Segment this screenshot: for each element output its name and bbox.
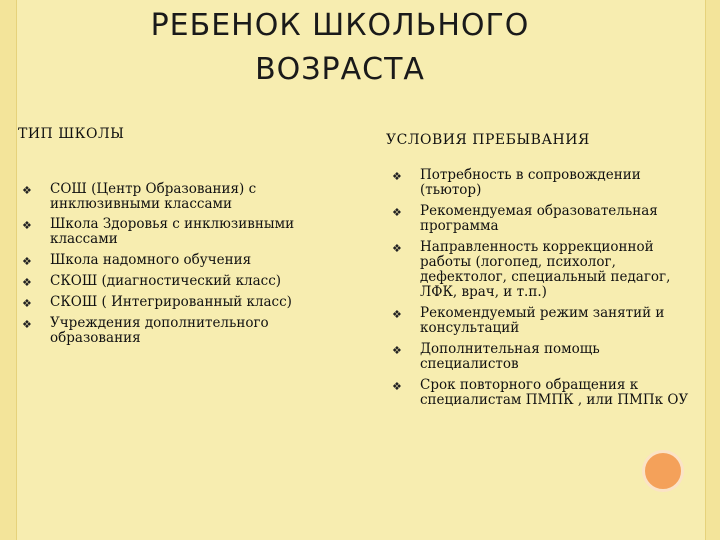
list-item-text: СКОШ (диагностический класс) xyxy=(50,273,282,289)
diamond-bullet-icon: ❖ xyxy=(22,255,32,268)
list-item xyxy=(386,240,690,300)
list-item xyxy=(16,253,356,268)
diamond-bullet-icon: ❖ xyxy=(22,184,32,197)
slide-left-border xyxy=(0,0,17,540)
diamond-bullet-icon: ❖ xyxy=(392,308,402,321)
diamond-bullet-icon: ❖ xyxy=(392,242,402,255)
diamond-bullet-icon: ❖ xyxy=(392,344,402,357)
list-item-text: Дополнительная помощь специалистов xyxy=(420,341,600,372)
list-item xyxy=(16,316,356,346)
list-item xyxy=(386,168,690,198)
list-item-text: Срок повторного обращения к специалистам ПМПК , или ПМПк ОУ xyxy=(420,377,689,408)
list-item xyxy=(16,295,356,310)
school-type-heading: ТИП ШКОЛЫ xyxy=(18,126,125,142)
slide-title-line-1: РЕБЕНОК ШКОЛЬНОГО xyxy=(150,8,530,43)
diamond-bullet-icon: ❖ xyxy=(22,297,32,310)
list-item xyxy=(386,378,690,408)
list-item-text: СОШ (Центр Образования) с инклюзивными классами xyxy=(50,181,257,212)
diamond-bullet-icon: ❖ xyxy=(22,219,32,232)
list-item-text: Школа Здоровья с инклюзивными классами xyxy=(50,216,295,247)
list-item-text: Направленность коррекционной работы (логопед, психолог, дефектолог, специальный педагог, ЛФК, врач, и т.п.) xyxy=(420,239,671,300)
list-item xyxy=(386,342,690,372)
school-type-list xyxy=(16,182,356,352)
list-item xyxy=(16,217,356,247)
diamond-bullet-icon: ❖ xyxy=(392,380,402,393)
list-item-text: Рекомендуемая образовательная программа xyxy=(420,203,658,234)
list-item-text: Рекомендуемый режим занятий и консультаций xyxy=(420,305,665,336)
list-item xyxy=(386,204,690,234)
slide-right-border xyxy=(705,0,720,540)
decorative-circle xyxy=(642,450,684,492)
list-item xyxy=(16,274,356,289)
slide-title xyxy=(60,4,620,92)
conditions-list xyxy=(386,168,690,414)
diamond-bullet-icon: ❖ xyxy=(22,318,32,331)
list-item-text: СКОШ ( Интегрированный класс) xyxy=(50,294,292,310)
list-item xyxy=(386,306,690,336)
list-item-text: Школа надомного обучения xyxy=(50,252,252,268)
conditions-heading: УСЛОВИЯ ПРЕБЫВАНИЯ xyxy=(386,132,590,148)
diamond-bullet-icon: ❖ xyxy=(22,276,32,289)
list-item xyxy=(16,182,356,212)
diamond-bullet-icon: ❖ xyxy=(392,206,402,219)
slide-title-line-2: ВОЗРАСТА xyxy=(255,52,425,87)
list-item-text: Учреждения дополнительного образования xyxy=(50,315,269,346)
list-item-text: Потребность в сопровождении (тьютор) xyxy=(420,167,641,198)
diamond-bullet-icon: ❖ xyxy=(392,170,402,183)
